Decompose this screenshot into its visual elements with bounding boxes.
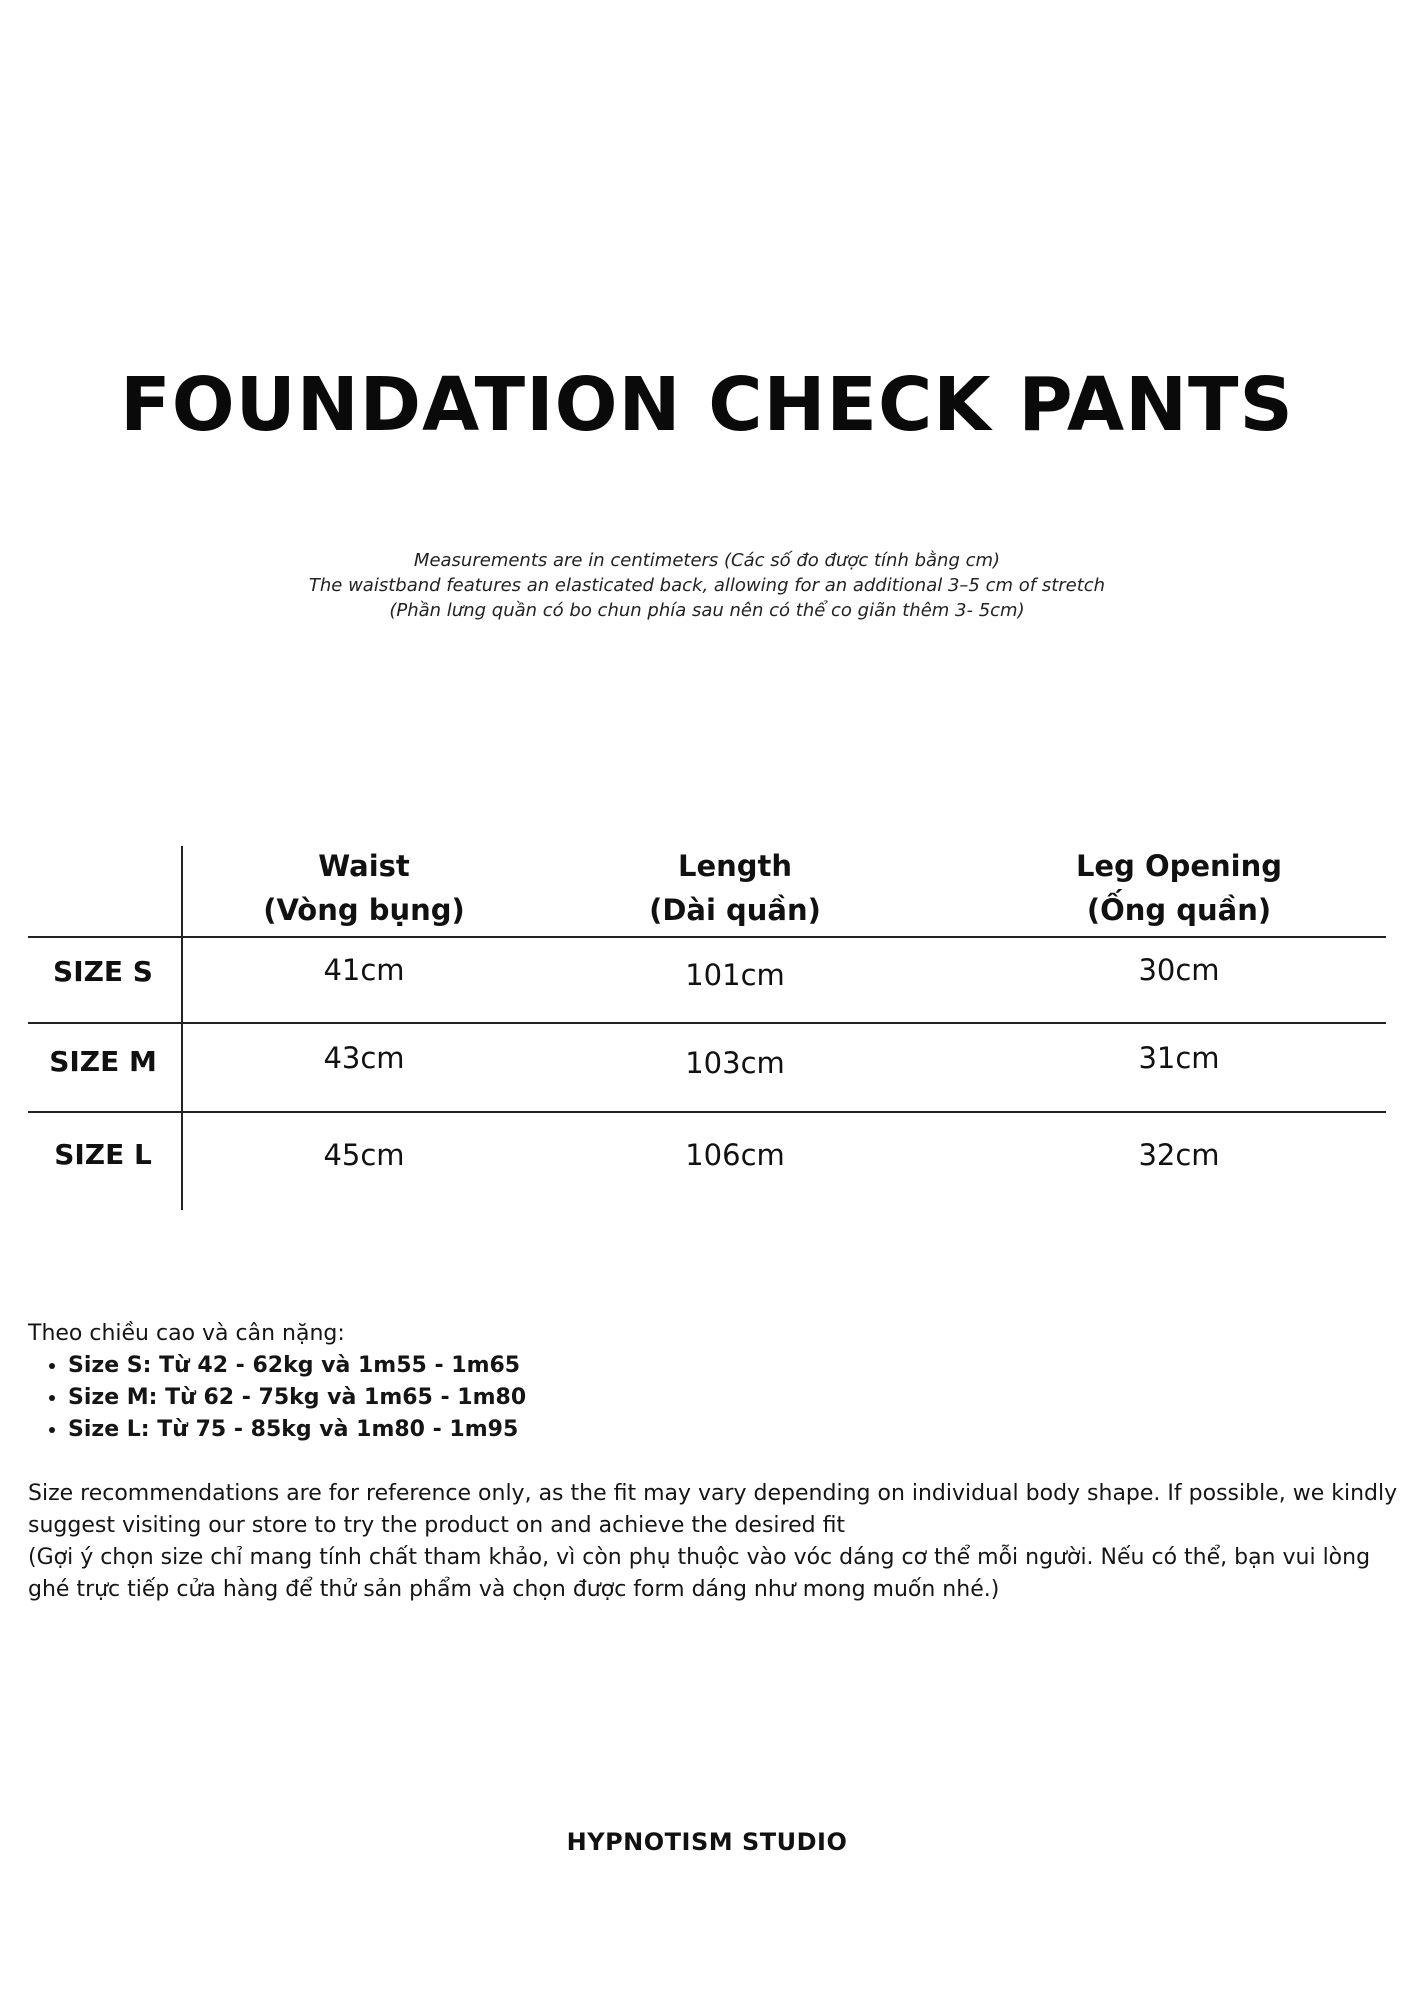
size-guide-intro: Theo chiều cao và cân nặng: — [28, 1321, 345, 1346]
row-label-size-m: SIZE M — [49, 1045, 157, 1078]
cell-length-l: 106cm — [685, 1138, 785, 1172]
size-table — [28, 846, 1386, 1210]
brand-footer: HYPNOTISM STUDIO — [566, 1828, 848, 1856]
list-item: • Size L: Từ 75 - 85kg và 1m80 - 1m95 — [68, 1414, 1398, 1446]
column-header-leg-opening — [1009, 844, 1349, 932]
measurement-notes — [0, 548, 1414, 623]
list-item: • Size M: Từ 62 - 75kg và 1m65 - 1m80 — [68, 1382, 1398, 1414]
column-header-sublabel: (Vòng bụng) — [263, 893, 465, 927]
cell-waist-s: 41cm — [323, 953, 405, 987]
table-divider-header — [28, 936, 1386, 938]
cell-length-m: 103cm — [685, 1046, 785, 1080]
note-line-units: Measurements are in centimeters (Các số đo được tính bằng cm) — [413, 550, 1001, 571]
row-label-size-s: SIZE S — [53, 955, 153, 988]
table-divider-vertical — [181, 846, 183, 1210]
size-recommendation — [28, 1478, 1398, 1606]
column-header-length — [565, 844, 905, 932]
page-title: FOUNDATION CHECK PANTS — [120, 362, 1294, 448]
cell-waist-l: 45cm — [323, 1138, 405, 1172]
column-header-label: Waist — [318, 849, 410, 883]
column-header-waist — [194, 844, 534, 932]
recommendation-vi: (Gợi ý chọn size chỉ mang tính chất tham khảo, vì còn phụ thuộc vào vóc dáng cơ thể mỗi người. Nếu có thể, bạn vui lòng ghé trực tiếp cửa hàng để thử sản phẩm và chọn được form dáng như mong muốn nhé.) — [28, 1545, 1371, 1602]
column-header-label: Length — [677, 849, 793, 883]
cell-waist-m: 43cm — [323, 1041, 405, 1075]
table-divider-row — [28, 1111, 1386, 1113]
table-divider-row — [28, 1022, 1386, 1024]
cell-leg-opening-m: 31cm — [1138, 1041, 1220, 1075]
note-line-waistband-vi: (Phần lưng quần có bo chun phía sau nên có thể co giãn thêm 3- 5cm) — [389, 600, 1025, 621]
cell-length-s: 101cm — [685, 958, 785, 992]
column-header-label: Leg Opening — [1075, 849, 1283, 883]
recommendation-en: Size recommendations are for reference only, as the fit may vary depending on individual body shape. If possible, we kindly suggest visiting our store to try the product on and achieve the desired fit — [28, 1481, 1398, 1538]
note-line-waistband: The waistband features an elasticated back, allowing for an additional 3–5 cm of stretch — [308, 575, 1106, 596]
row-label-size-l: SIZE L — [54, 1138, 152, 1171]
cell-leg-opening-s: 30cm — [1138, 953, 1220, 987]
column-header-sublabel: (Dài quần) — [649, 893, 821, 927]
cell-leg-opening-l: 32cm — [1138, 1138, 1220, 1172]
size-guide-list — [28, 1350, 1398, 1446]
list-item: • Size S: Từ 42 - 62kg và 1m55 - 1m65 — [68, 1350, 1398, 1382]
column-header-sublabel: (Ống quần) — [1086, 893, 1272, 927]
size-guide — [28, 1318, 1398, 1446]
